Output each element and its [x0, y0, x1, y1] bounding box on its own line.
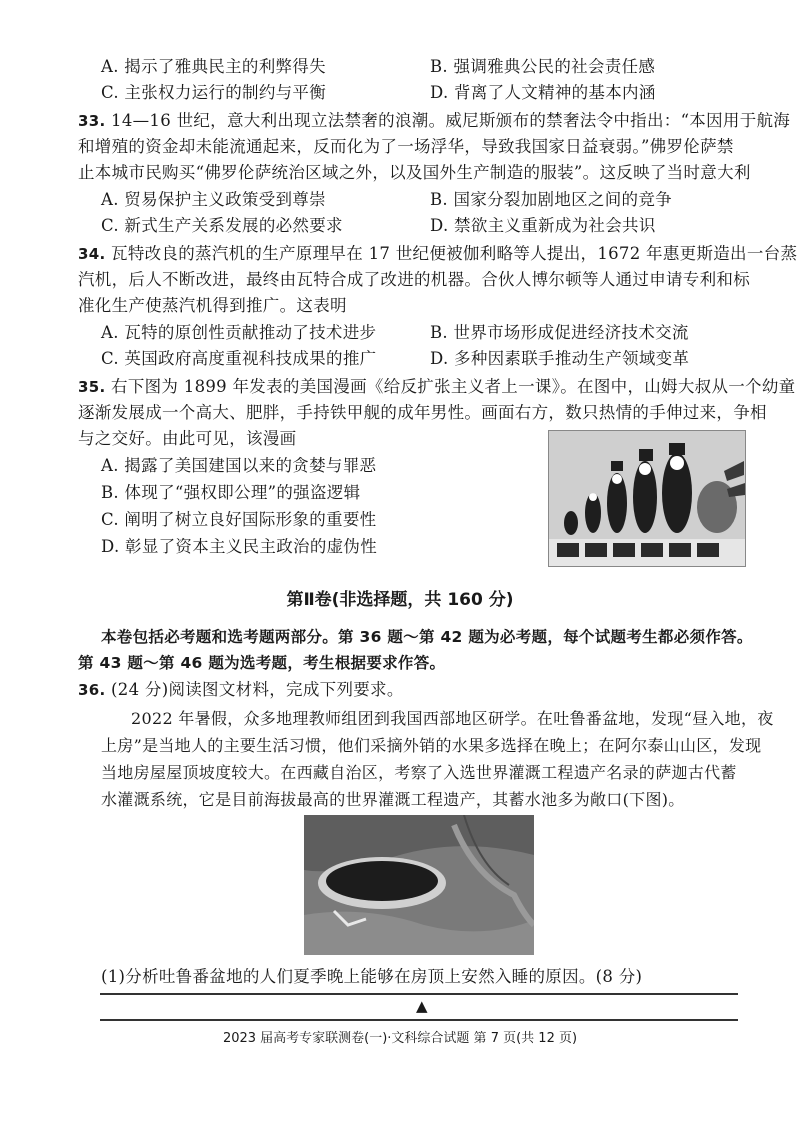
q34-number: 34. [78, 245, 106, 263]
q35-option-a: A. 揭露了美国建国以来的贪婪与罪恶 [101, 456, 377, 475]
q35-stem-line-2: 逐渐发展成一个高大、肥胖，手持铁甲舰的成年男性。画面右方，数只热情的手伸过来，争相 [78, 403, 767, 422]
q36-header [78, 679, 404, 701]
answer-marker-triangle-icon: ▲ [416, 997, 428, 1015]
q33-number: 33. [78, 112, 106, 130]
q35-stem-line-3: 与之交好。由此可见，该漫画 [78, 429, 297, 448]
section-ii-title: 第Ⅱ卷(非选择题，共 160 分) [286, 590, 514, 610]
q35-option-c: C. 阐明了树立良好国际形象的重要性 [101, 510, 377, 529]
q32-option-a: A. 揭示了雅典民主的利弊得失 [101, 57, 326, 76]
q33-option-a: A. 贸易保护主义政策受到尊崇 [101, 190, 326, 209]
q36-material-line-1: 2022 年暑假，众多地理教师组团到我国西部地区研学。在吐鲁番盆地，发现“昼入地，夜 [131, 709, 774, 728]
q33-option-b: B. 国家分裂加剧地区之间的竞争 [430, 190, 672, 209]
q36-material-line-2: 上房”是当地人的主要生活习惯，他们采摘外销的水果多选择在晚上；在阿尔泰山山区，发现 [101, 736, 762, 755]
q35-option-d: D. 彰显了资本主义民主政治的虚伪性 [101, 537, 378, 556]
reservoir-photo [304, 815, 534, 955]
q35-number: 35. [78, 378, 106, 396]
q36-number: 36. [78, 681, 106, 699]
instructions-line-2: 第 43 题～第 46 题为选考题，考生根据要求作答。 [78, 654, 446, 672]
q32-option-c: C. 主张权力运行的制约与平衡 [101, 83, 327, 102]
q36-sub-question-1: (1)分析吐鲁番盆地的人们夏季晚上能够在房顶上安然入睡的原因。(8 分) [101, 967, 643, 986]
cartoon-drawing [549, 431, 745, 566]
q34-stem-line-3: 准化生产使蒸汽机得到推广。这表明 [78, 296, 347, 315]
q36-material-line-4: 水灌溉系统，它是目前海拔最高的世界灌溉工程遗产，其蓄水池多为敞口(下图)。 [101, 790, 685, 809]
q32-option-d: D. 背离了人文精神的基本内涵 [430, 83, 656, 102]
q34-option-a: A. 瓦特的原创性贡献推动了技术进步 [101, 323, 377, 342]
q34-option-d: D. 多种因素联手推动生产领域变革 [430, 349, 690, 368]
q34-text-1: 瓦特改良的蒸汽机的生产原理早在 17 世纪便被伽利略等人提出，1672 年惠更斯造出一台蒸 [111, 244, 798, 263]
q34-option-c: C. 英国政府高度重视科技成果的推广 [101, 349, 377, 368]
q34-option-b: B. 世界市场形成促进经济技术交流 [430, 323, 689, 342]
q36-material-line-3: 当地房屋屋顶坡度较大。在西藏自治区，考察了入选世界灌溉工程遗产名录的萨迦古代蓄 [101, 763, 737, 782]
q35-text-1: 右下图为 1899 年发表的美国漫画《给反扩张主义者上一课》。在图中，山姆大叔从一个幼童 [111, 377, 796, 396]
q33-stem-line-3: 止本城市民购买“佛罗伦萨统治区域之外，以及国外生产制造的服装”。这反映了当时意大利 [78, 163, 751, 182]
instructions-line-1: 本卷包括必考题和选考题两部分。第 36 题～第 42 题为必考题，每个试题考生都必须作答。 [101, 628, 753, 646]
q35-stem-line-1 [78, 376, 795, 398]
q33-stem-line-1 [78, 110, 790, 132]
q33-option-c: C. 新式生产关系发展的必然要求 [101, 216, 343, 235]
q33-text-1: 14—16 世纪，意大利出现立法禁奢的浪潮。威尼斯颁布的禁奢法令中指出：“本因用于航海 [111, 111, 791, 130]
q33-option-d: D. 禁欲主义重新成为社会共识 [430, 216, 656, 235]
q34-stem-line-1 [78, 243, 797, 265]
q34-stem-line-2: 汽机，后人不断改进，最终由瓦特合成了改进的机器。合伙人博尔顿等人通过申请专利和标 [78, 270, 750, 289]
q32-option-b: B. 强调雅典公民的社会责任感 [430, 57, 656, 76]
q33-stem-line-2: 和增殖的资金却未能流通起来，反而化为了一场浮华，导致我国家日益衰弱。”佛罗伦萨禁 [78, 137, 734, 156]
page-footer: 2023 届高考专家联测卷(一)·文科综合试题 第 7 页(共 12 页) [222, 1031, 578, 1046]
reservoir-drawing [304, 815, 534, 955]
q36-header-text: (24 分)阅读图文材料，完成下列要求。 [111, 680, 404, 699]
q35-option-b: B. 体现了“强权即公理”的强盗逻辑 [101, 483, 361, 502]
uncle-sam-cartoon-image [548, 430, 746, 567]
answer-box[interactable] [100, 993, 738, 1021]
